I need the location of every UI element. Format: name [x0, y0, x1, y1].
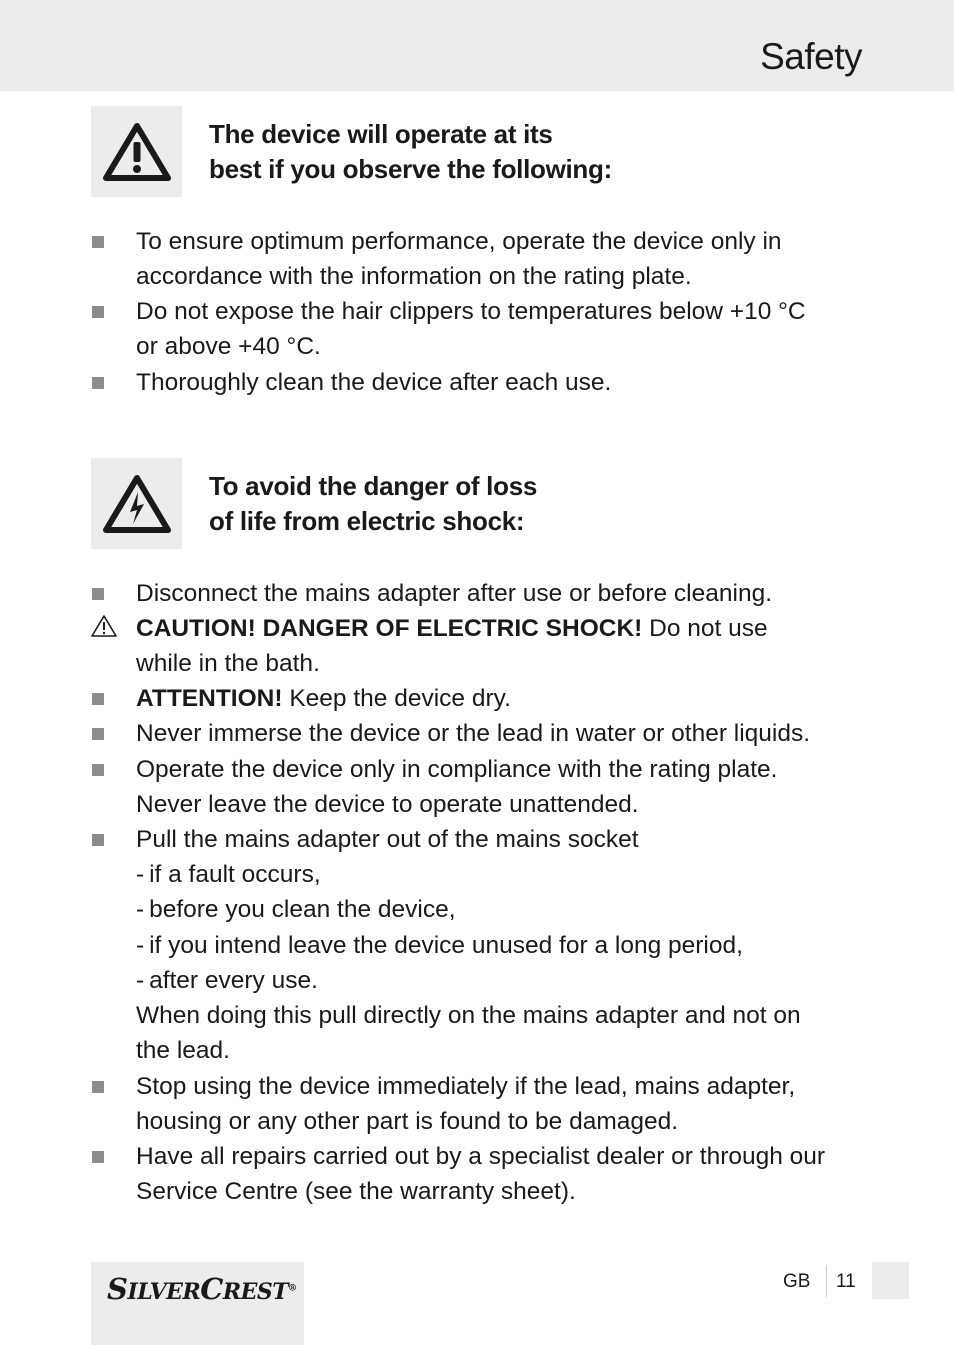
list-item — [136, 1139, 856, 1209]
caution-item — [136, 611, 856, 681]
attention-item — [136, 681, 856, 716]
small-warning-triangle-icon — [90, 614, 118, 638]
caution-rest: Do not use — [642, 615, 768, 642]
item-text: To ensure optimum performance, operate the device only in — [136, 228, 782, 255]
warning-triangle-icon — [102, 122, 172, 182]
silvercrest-logo: SILVERCREST® — [107, 1272, 297, 1306]
list-item — [136, 294, 856, 364]
section-heading-performance — [209, 117, 612, 187]
item-text: Service Centre (see the warranty sheet). — [136, 1178, 576, 1206]
item-text: Never immerse the device or the lead in water or other liquids. — [136, 720, 811, 747]
list-item — [136, 1069, 856, 1139]
list-item — [136, 716, 856, 751]
item-text: housing or any other part is found to be damaged. — [136, 1108, 679, 1136]
list-item — [136, 752, 856, 822]
item-text: Operate the device only in compliance with the rating plate. — [136, 756, 778, 783]
item-text: Do not expose the hair clippers to temperatures below +10 °C — [136, 298, 806, 325]
bullet-square-icon — [92, 693, 104, 705]
shock-sign-box — [91, 458, 182, 549]
page-title: Safety — [760, 36, 862, 77]
heading-line: The device will operate at its — [209, 119, 553, 149]
sub-item: - after every use. — [136, 966, 318, 994]
bullet-square-icon — [92, 588, 104, 600]
heading-line: best if you observe the following: — [209, 154, 612, 184]
item-text: Never leave the device to operate unattended. — [136, 791, 639, 819]
list-item — [136, 365, 856, 400]
bullet-square-icon — [92, 764, 104, 776]
page-number: 11 — [836, 1271, 856, 1292]
bullet-square-icon — [92, 728, 104, 740]
item-text: while in the bath. — [136, 650, 320, 678]
item-text: Pull the mains adapter out of the mains socket — [136, 826, 639, 853]
list-item — [136, 224, 856, 294]
item-text: accordance with the information on the rating plate. — [136, 263, 692, 291]
attention-text — [136, 681, 856, 716]
bullet-square-icon — [92, 1151, 104, 1163]
footer-divider — [826, 1265, 827, 1297]
sub-item: - if you intend leave the device unused for a long period, — [136, 931, 743, 959]
heading-line: To avoid the danger of loss — [209, 471, 538, 501]
item-text: Stop using the device immediately if the lead, mains adapter, — [136, 1073, 796, 1100]
warning-sign-box — [91, 106, 182, 197]
attention-label: ATTENTION! — [136, 685, 283, 712]
sub-item: - if a fault occurs, — [136, 861, 321, 889]
item-text: or above +40 °C. — [136, 333, 321, 361]
bullet-square-icon — [92, 377, 104, 389]
bullet-square-icon — [92, 236, 104, 248]
item-text: the lead. — [136, 1037, 230, 1065]
heading-line: of life from electric shock: — [209, 506, 525, 536]
caution-text — [136, 611, 856, 646]
bullet-square-icon — [92, 834, 104, 846]
electric-shock-warning-icon — [102, 474, 172, 534]
list-item — [136, 576, 856, 611]
list-item — [136, 822, 856, 1068]
attention-rest: Keep the device dry. — [282, 685, 511, 712]
section-heading-electric-shock — [209, 469, 537, 539]
bullet-square-icon — [92, 306, 104, 318]
item-text: Have all repairs carried out by a specialist dealer or through our — [136, 1143, 826, 1170]
bullet-square-icon — [92, 1081, 104, 1093]
language-code: GB — [783, 1271, 811, 1292]
item-text: When doing this pull directly on the mains adapter and not on — [136, 1002, 801, 1030]
page-tab — [872, 1262, 909, 1299]
item-text: Thoroughly clean the device after each use. — [136, 369, 612, 396]
caution-label: CAUTION! DANGER OF ELECTRIC SHOCK! — [136, 615, 643, 642]
item-text: Disconnect the mains adapter after use or before cleaning. — [136, 580, 773, 607]
sub-item: - before you clean the device, — [136, 896, 456, 924]
footer-logo-box — [91, 1262, 304, 1345]
